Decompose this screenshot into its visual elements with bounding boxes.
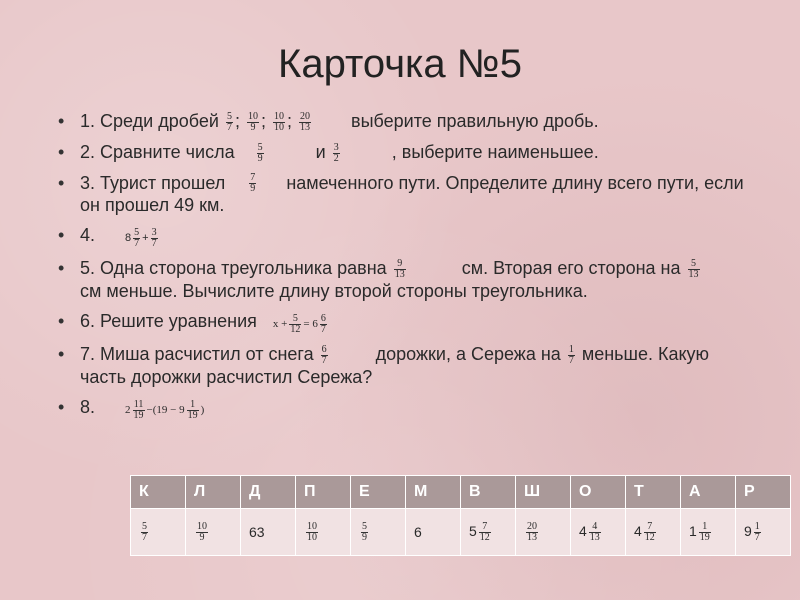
item-text: см меньше. Вычислите длину второй стороны треугольника.: [80, 281, 588, 301]
item-text: намеченного пути. Определите длину всего пути, если он прошел 49 км.: [80, 172, 744, 216]
item-text: меньше. Какую часть дорожки расчистил Сережа?: [80, 344, 710, 387]
task-list: [58, 110, 758, 429]
table-header-cell: Т: [626, 476, 681, 509]
list-item: [58, 310, 758, 335]
item-number: 4.: [80, 225, 96, 246]
list-item: [58, 257, 758, 302]
item-text: Миша расчистил от снега: [100, 344, 314, 364]
table-header-cell: Д: [241, 476, 296, 509]
table-cell: $\frac{20}{13}$: [516, 509, 571, 556]
item-text: см. Вторая его сторона на: [461, 258, 681, 279]
table-header-cell: Е: [351, 476, 406, 509]
item-text: Сравните числа: [100, 141, 235, 162]
table-cell: $\frac{5}{7}$: [131, 509, 186, 556]
list-item: [58, 141, 758, 164]
table-cell: $\frac{5}{9}$: [351, 509, 406, 556]
item-expression: 2 $\frac{11}{19}$ −(19 − 9 $\frac{1}{19}$ ): [125, 398, 205, 421]
fraction: $\frac{10}{10}$: [273, 110, 284, 133]
table-cell: 63: [241, 509, 296, 556]
list-item: • 1. Среди дробей $\frac{5}{7}$ ; $\frac{10}{9}$ ; $\frac{10}{10}$ ; $\frac{20}{13}$ выберите правильную дробь.: [58, 110, 758, 133]
item-number: 5.: [80, 258, 96, 279]
table-cell: 4 $\frac{7}{12}$: [626, 509, 681, 556]
fraction: $\frac{10}{9}$: [247, 110, 258, 133]
item-number: 2.: [80, 141, 96, 162]
table-header-cell: В: [461, 476, 516, 509]
item-text: Одна сторона треугольника равна: [100, 258, 387, 279]
table-header-cell: Л: [186, 476, 241, 509]
table-cell: 1 $\frac{1}{19}$: [681, 509, 736, 556]
table-cell: $\frac{10}{10}$: [296, 509, 351, 556]
list-item: [58, 343, 758, 388]
item-number: 3.: [80, 172, 96, 193]
table-header-cell: Ш: [516, 476, 571, 509]
table-cell: 6: [406, 509, 461, 556]
fraction: $\frac{3}{2}$: [333, 141, 339, 164]
table-header-cell: М: [406, 476, 461, 509]
fraction: $\frac{6}{7}$: [321, 343, 327, 366]
item-text: выберите правильную дробь.: [351, 111, 599, 131]
fraction: $\frac{5}{7}$: [226, 110, 232, 133]
fraction: $\frac{7}{9}$: [250, 172, 256, 195]
item-number: 1.: [80, 111, 96, 131]
fraction: $\frac{9}{13}$: [394, 258, 405, 280]
fraction: $\frac{20}{13}$: [299, 110, 310, 133]
table-cell: 5 $\frac{7}{12}$: [461, 509, 516, 556]
table-header-cell: Р: [736, 476, 791, 509]
table-cell: 9 $\frac{1}{7}$: [736, 509, 791, 556]
answer-table: [130, 475, 791, 556]
fraction: $\frac{5}{9}$: [257, 141, 263, 164]
list-item: [58, 396, 758, 421]
item-equation: x + $\frac{5}{12}$ = 6 $\frac{6}{7}$: [272, 312, 326, 335]
item-number: 8.: [80, 396, 96, 417]
table-header-cell: А: [681, 476, 736, 509]
fraction: $\frac{1}{7}$: [568, 343, 574, 366]
table-cell: 4 $\frac{4}{13}$: [571, 509, 626, 556]
item-expression: 8 $\frac{5}{7}$ + $\frac{3}{7}$: [125, 226, 157, 249]
item-text: Турист прошел: [100, 172, 226, 193]
table-header-row: [131, 476, 791, 509]
table-row: [131, 509, 791, 556]
item-text: дорожки, а Сережа на: [375, 344, 561, 364]
list-item: [58, 172, 758, 217]
table-header-cell: О: [571, 476, 626, 509]
table-header-cell: К: [131, 476, 186, 509]
list-item: [58, 224, 758, 249]
item-number: 6.: [80, 311, 96, 331]
item-text: и: [315, 141, 326, 162]
item-text: , выберите наименьшее.: [391, 141, 599, 162]
table-cell: $\frac{10}{9}$: [186, 509, 241, 556]
item-text: Решите уравнения: [100, 311, 257, 331]
page-title: Карточка №5: [278, 42, 522, 86]
fraction: $\frac{5}{13}$: [688, 258, 699, 280]
item-text: Среди дробей: [100, 111, 219, 131]
item-number: 7.: [80, 344, 96, 364]
table-header-cell: П: [296, 476, 351, 509]
